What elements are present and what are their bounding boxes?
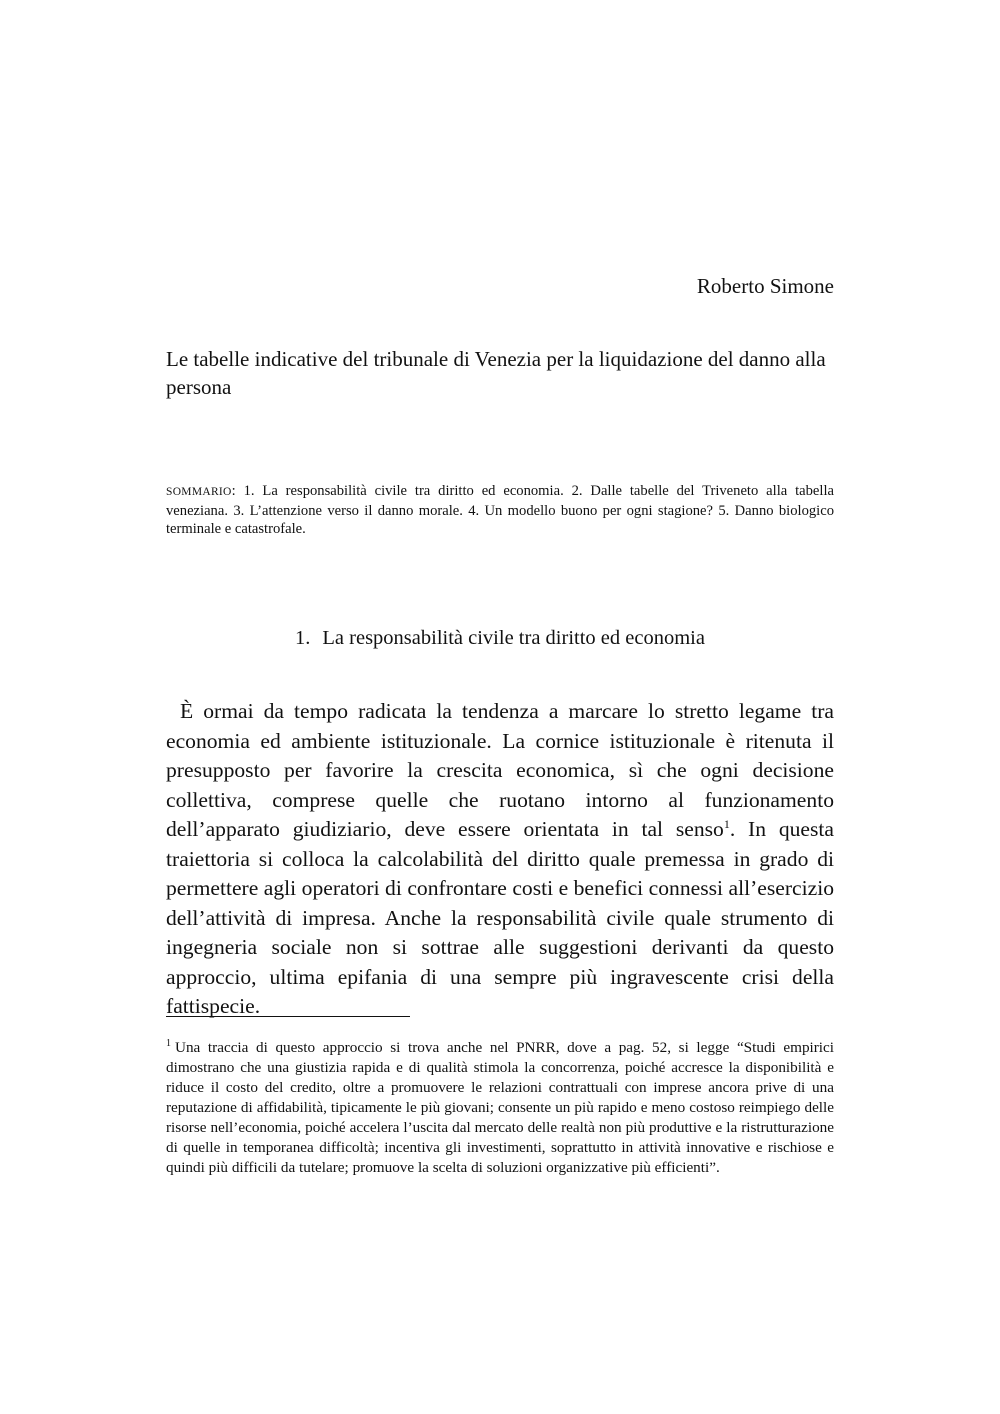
article-title: Le tabelle indicative del tribunale di Venezia per la liquidazione del danno alla persona — [166, 347, 826, 399]
footnote-text: Una traccia di questo approccio si trova anche nel PNRR, dove a pag. 52, si legge “Studi empirici dimostrano che una giustizia rapida e di qualità stimola la concorrenza, poiché accresce la disponibilità e riduce il costo del credito, oltre a promuovere le relazioni contrattuali con imprese ancora prive di una reputazione di affidabilità, tipicamente le più giovani; consente un più rapido e meno costoso reimpiego delle risorse nell’economia, poiché accelera l’uscita dal mercato delle realtà non più produttive e la ristrutturazione di quelle in temporanea difficoltà; incentiva gli investimenti, soprattutto in attività innovative e rischiose e quindi più difficili da tutelare; promuove la scelta di soluzioni organizzative più efficienti”. — [166, 1039, 834, 1176]
summary-label: SOMMARIO — [166, 486, 232, 498]
author-name: Roberto Simone — [696, 274, 834, 298]
footnote — [166, 1038, 834, 1178]
body-paragraph — [166, 697, 834, 1022]
summary-block — [166, 482, 834, 539]
section-number: 1. — [295, 627, 311, 649]
section-heading — [0, 624, 1000, 652]
body-text-part2: . In questa traiettoria si colloca la calcolabilità del diritto quale premessa in grado di permettere agli operatori di confrontare costi e benefici connessi all’esercizio dell’attività di impresa. Anche la responsabilità civile quale strumento di ingegneria sociale non si sottrae alle suggestioni derivanti da questo approccio, ultima epifania di una sempre più ingravescente crisi della fattispecie. — [166, 817, 834, 1018]
footnote-separator — [166, 1016, 410, 1017]
section-title: La responsabilità civile tra diritto ed economia — [322, 627, 705, 649]
body-text-part1: È ormai da tempo radicata la tendenza a marcare lo stretto legame tra economia ed ambiente istituzionale. La cornice istituzionale è ritenuta il presupposto per favorire la crescita economica, sì che ogni decisione collettiva, comprese quelle che ruotano intorno al funzionamento dell’apparato giudiziario, deve essere orientata in tal senso — [166, 699, 834, 841]
footnote-number: 1 — [166, 1037, 171, 1049]
footnote-reference[interactable]: 1 — [723, 816, 730, 831]
summary-text: : 1. La responsabilità civile tra diritto ed economia. 2. Dalle tabelle del Triveneto alla tabella veneziana. 3. L’attenzione verso il danno morale. 4. Un modello buono per ogni stagione? 5. Danno biologico terminale e catastrofale. — [166, 483, 834, 537]
